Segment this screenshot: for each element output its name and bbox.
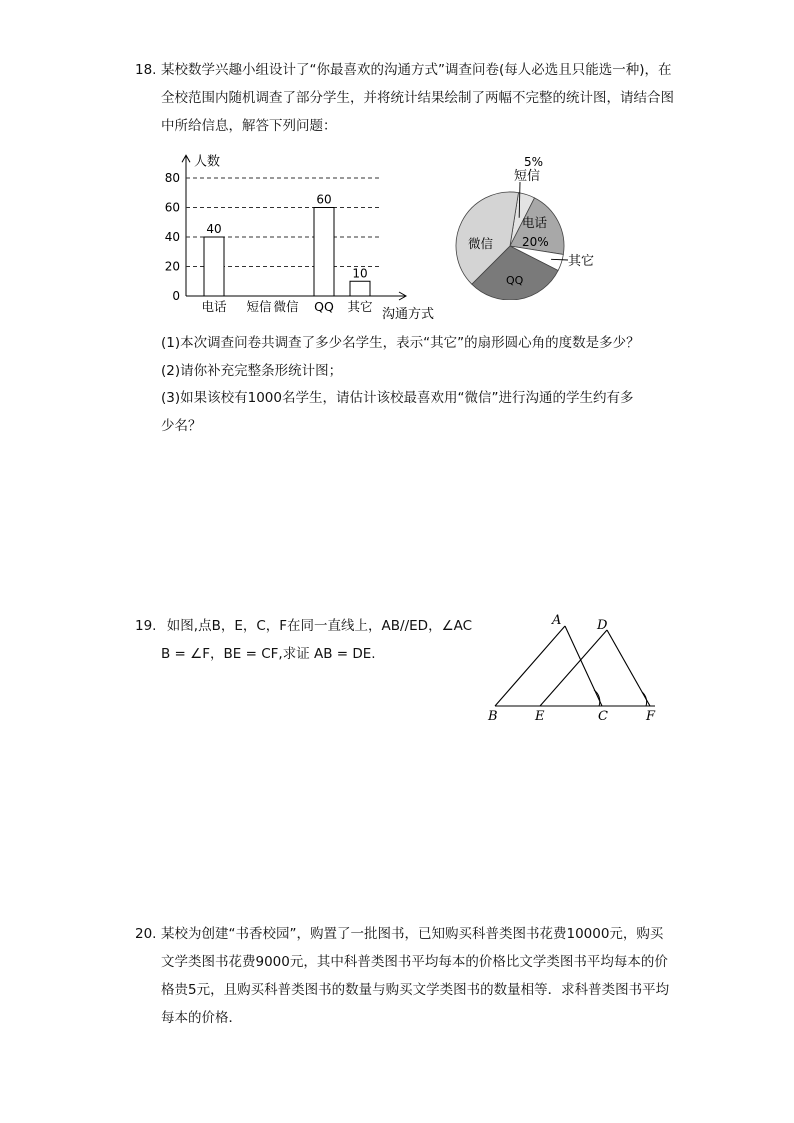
y-tick-label: 80 (164, 171, 180, 185)
pie-percent-label: 5% (524, 155, 544, 169)
angle-mark-ACB (594, 690, 600, 706)
pie-chart-marks (456, 155, 594, 300)
pie-label: 电话 (522, 215, 548, 230)
label-C: C (598, 709, 608, 724)
y-axis-label: 人数 (194, 154, 221, 170)
question-18 (135, 56, 675, 140)
bar-value-label: 40 (206, 222, 222, 236)
bar (314, 208, 334, 297)
pie-chart (450, 150, 630, 300)
pie-label: 微信 (468, 236, 494, 251)
pie-label: QQ (506, 274, 524, 287)
pie-label: 短信 (514, 169, 541, 184)
pie-percent-label: 20% (522, 235, 549, 249)
geometry-figure (480, 610, 680, 730)
subquestion-3-line1: (3)如果该校有1000名学生，请估计该校最喜欢用“微信”进行沟通的学生约有多 (161, 390, 634, 406)
subquestion-2: (2)请你补充完整条形统计图； (161, 362, 343, 379)
x-tick-label: 微信 (273, 299, 299, 314)
subquestion-3-line2: 少名？ (161, 417, 202, 434)
x-tick-label: 电话 (201, 299, 227, 314)
question-number: 20. (135, 926, 157, 942)
question-number: 18. (135, 62, 157, 78)
segment-DF (607, 630, 650, 706)
bar-value-label: 60 (316, 192, 332, 207)
question-text: 某校为创建“书香校园”，购置了一批图书，已知购买科普类图书花费10000元，购买文学类图书花费9000元，其中科普类图书平均每本的价格比文学类图书平均每本的价格贵5元，且购买科普类图书的数量与购买文学类图书的数量相等．求科普类图书平均每本的价格． (161, 926, 670, 1026)
label-A: A (552, 613, 562, 628)
x-axis-label: 沟通方式 (382, 307, 435, 322)
segment-AC (565, 626, 602, 706)
question-20 (135, 920, 675, 1032)
question-text-line2: B = ∠F，BE = CF,求证 AB = DE. (161, 646, 376, 662)
bar-chart (160, 140, 450, 325)
pie-label: 其它 (568, 254, 595, 269)
subquestion-1: (1)本次调查问卷共调查了多少名学生，表示“其它”的扇形圆心角的度数是多少？ (161, 335, 640, 351)
x-tick-label: 短信 (246, 299, 272, 314)
label-E: E (535, 709, 545, 724)
y-tick-label: 60 (164, 200, 180, 215)
x-tick-label: QQ (314, 299, 334, 314)
label-B: B (488, 709, 498, 724)
question-number: 19. (135, 618, 157, 634)
question-18-subparts (161, 330, 681, 440)
y-tick-label: 40 (164, 230, 180, 244)
y-tick-label: 20 (164, 259, 180, 274)
question-text: 某校数学兴趣小组设计了“你最喜欢的沟通方式”调查问卷(每人必选且只能选一种)，在全校范围内随机调查了部分学生，并将统计结果绘制了两幅不完整的统计图，请结合图中所给信息，解答下列问题： (161, 62, 674, 134)
segment-AB (495, 626, 565, 706)
question-text-line1: 如图,点B，E，C，F在同一直线上，AB//ED，∠AC (166, 618, 473, 634)
bar (350, 281, 370, 296)
question-19 (135, 612, 472, 668)
bar (204, 237, 224, 296)
x-tick-label: 其它 (347, 299, 373, 314)
label-F: F (646, 709, 656, 724)
y-tick-label: 0 (172, 289, 180, 303)
bar-value-label: 10 (352, 266, 368, 281)
label-D: D (597, 618, 608, 633)
